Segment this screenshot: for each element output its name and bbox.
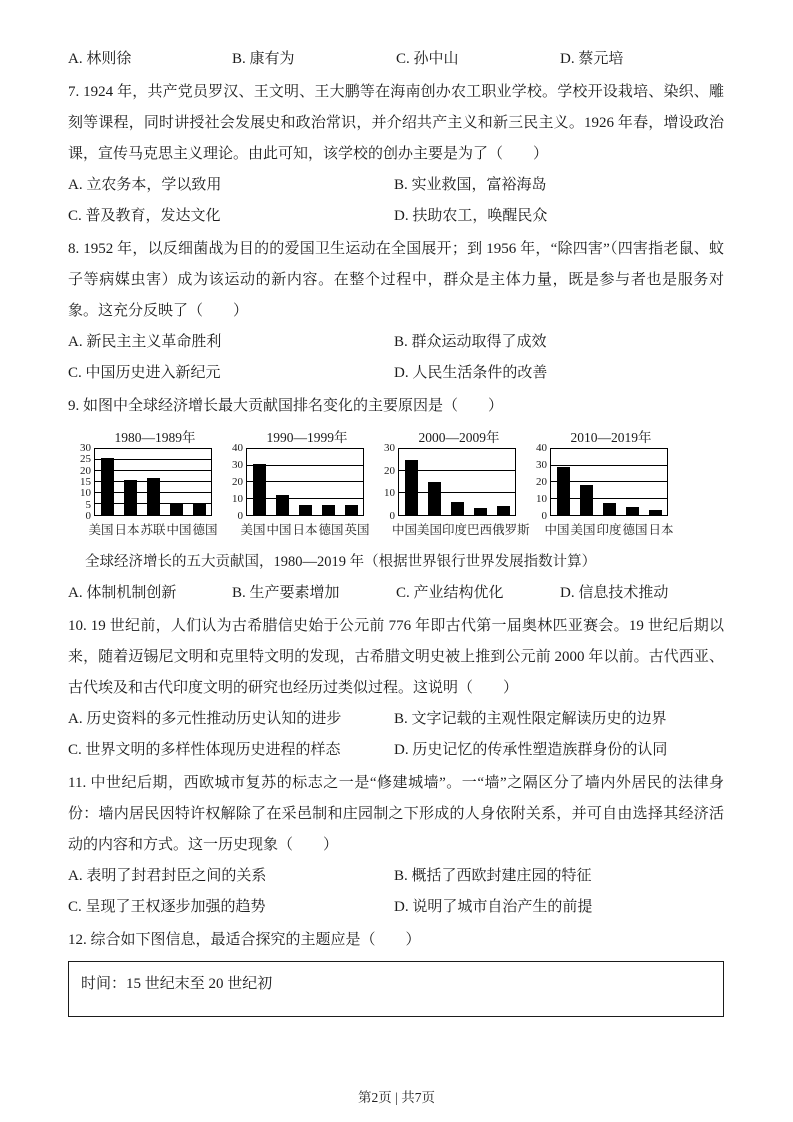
y-axis-tick-label: 30 <box>384 442 395 454</box>
y-axis-tick-label: 30 <box>80 442 91 454</box>
bar <box>451 502 464 515</box>
q11-options <box>68 861 724 923</box>
q7-option-c: C. 普及教育，发达文化 <box>68 208 221 224</box>
x-axis-category-label: 日本 <box>114 523 140 537</box>
q9-option-b: B. 生产要素增加 <box>232 585 340 601</box>
bar <box>428 482 441 515</box>
x-axis-category-label: 中国 <box>266 523 292 537</box>
y-axis-tick-label: 5 <box>85 498 91 511</box>
bar-chart-1990-1999 <box>220 427 370 547</box>
chart-title: 1990—1999年 <box>266 430 348 445</box>
x-axis-category-label: 印度 <box>442 523 468 537</box>
x-axis-category-label: 俄罗斯 <box>492 523 530 537</box>
bar-chart-2010-2019 <box>524 427 674 547</box>
chart-plot <box>536 442 668 522</box>
chart-title: 1980—1989年 <box>114 430 196 445</box>
q10-options <box>68 704 724 766</box>
bar <box>299 505 312 515</box>
bar <box>603 503 616 515</box>
y-axis-tick-label: 40 <box>232 442 243 454</box>
x-axis-category-labels <box>392 520 530 538</box>
bar <box>626 507 639 515</box>
bar <box>193 504 206 515</box>
bar <box>345 505 358 515</box>
chart-plot-area <box>398 448 516 516</box>
q11-option-b: B. 概括了西欧封建庄园的特征 <box>394 868 592 884</box>
q6-options-row <box>68 44 724 75</box>
q11-stem: 11. 中世纪后期，西欧城市复苏的标志之一是“修建城墙”。一“墙”之隔区分了墙内外居民的法律身份：墙内居民因特许权解除了在采邑制和庄园制之下形成的人身依附关系，并可自由选择其经济活动的内容和方式。这一历史现象（ ） <box>68 775 724 853</box>
q8-option-a: A. 新民主主义革命胜利 <box>68 334 222 350</box>
bar <box>101 458 114 515</box>
x-axis-category-label: 印度 <box>596 523 622 537</box>
y-axis-tick-label: 20 <box>80 464 91 477</box>
chart-title: 2010—2019年 <box>570 430 652 445</box>
y-axis-tick-label: 0 <box>237 510 243 522</box>
chart-plot <box>384 442 516 522</box>
page-content <box>68 44 724 1017</box>
q12-info-box-text: 时间：15 世纪末至 20 世纪初 <box>81 976 273 992</box>
bar <box>170 504 183 515</box>
q6-option-b: B. 康有为 <box>232 51 295 67</box>
bar <box>649 510 662 515</box>
x-axis-category-label: 苏联 <box>140 523 166 537</box>
x-axis-category-label: 德国 <box>318 523 344 537</box>
q9-stem: 9. 如图中全球经济增长最大贡献国排名变化的主要原因是（ ） <box>68 398 504 414</box>
y-axis-tick-label: 30 <box>232 459 243 471</box>
chart-plot-area <box>246 448 364 516</box>
y-axis-tick-label: 10 <box>232 493 243 505</box>
q10-stem: 10. 19 世纪前，人们认为古希腊信史始于公元前 776 年即古代第一届奥林匹亚赛会。19 世纪后期以来，随着迈锡尼文明和克里特文明的发现，古希腊文明史被上推到公元前 2000 年以前。古代西亚、古代埃及和古代印度文明的研究也经历过类似过程。这说明（ ） <box>68 618 724 696</box>
q9-option-c: C. 产业结构优化 <box>396 585 504 601</box>
gdp-contribution-charts <box>68 427 724 547</box>
q7-option-a: A. 立农务本，学以致用 <box>68 177 222 193</box>
bar <box>474 508 487 515</box>
q9-options <box>68 578 724 609</box>
bar <box>124 480 137 515</box>
x-axis-category-label: 美国 <box>570 523 596 537</box>
y-axis-tick-label: 25 <box>80 453 91 466</box>
q8-option-d: D. 人民生活条件的改善 <box>394 365 548 381</box>
x-axis-category-label: 中国 <box>166 523 192 537</box>
q7-stem: 7. 1924 年，共产党员罗汉、王文明、王大鹏等在海南创办农工职业学校。学校开设栽培、染织、雕刻等课程，同时讲授社会发展史和政治常识，并介绍共产主义和新三民主义。1926 年春，增设政治课，宣传马克思主义理论。由此可知，该学校的创办主要是为了（ ） <box>68 84 724 162</box>
q7-options <box>68 170 724 232</box>
q11-option-a: A. 表明了封君封臣之间的关系 <box>68 868 267 884</box>
x-axis-category-label: 美国 <box>417 523 443 537</box>
q7-option-d: D. 扶助农工，唤醒民众 <box>394 208 548 224</box>
y-axis-tick-label: 10 <box>536 493 547 505</box>
chart-plot-area <box>94 448 212 516</box>
q11-option-c: C. 呈现了王权逐步加强的趋势 <box>68 899 266 915</box>
y-axis-tick-label: 10 <box>384 487 395 500</box>
q7-option-b: B. 实业救国，富裕海岛 <box>394 177 547 193</box>
bar <box>557 467 570 515</box>
y-axis-tick-label: 0 <box>389 510 395 522</box>
x-axis-category-label: 美国 <box>88 523 114 537</box>
q8-option-c: C. 中国历史进入新纪元 <box>68 365 221 381</box>
chart-title: 2000—2009年 <box>418 430 500 445</box>
q8-options <box>68 327 724 389</box>
x-axis-category-label: 德国 <box>192 523 218 537</box>
y-axis-tick-label: 10 <box>80 487 91 500</box>
x-axis-category-label: 美国 <box>240 523 266 537</box>
page-footer <box>0 1086 793 1106</box>
bar-chart-1980-1989 <box>68 427 218 547</box>
page-number: 第2页 | 共7页 <box>358 1090 435 1105</box>
bar <box>253 464 266 515</box>
chart-plot-area <box>550 448 668 516</box>
bar-chart-2000-2009 <box>372 427 530 547</box>
x-axis-category-labels <box>544 520 674 538</box>
charts-caption: 全球经济增长的五大贡献国，1980—2019 年（根据世界银行世界发展指数计算） <box>85 554 597 570</box>
bar <box>405 460 418 515</box>
y-axis-tick-label: 20 <box>536 476 547 488</box>
gridline <box>551 465 667 466</box>
x-axis-category-label: 日本 <box>292 523 318 537</box>
y-axis-tick-label: 0 <box>85 510 91 522</box>
q10-option-d: D. 历史记忆的传承性塑造族群身份的认同 <box>394 742 668 758</box>
bar <box>497 506 510 515</box>
q10-option-b: B. 文字记载的主观性限定解读历史的边界 <box>394 711 667 727</box>
q9-option-a: A. 体制机制创新 <box>68 585 177 601</box>
chart-plot <box>80 442 212 522</box>
q10-option-c: C. 世界文明的多样性体现历史进程的样态 <box>68 742 341 758</box>
x-axis-category-label: 巴西 <box>467 523 493 537</box>
x-axis-category-labels <box>240 520 370 538</box>
x-axis-category-label: 中国 <box>544 523 570 537</box>
bar <box>276 495 289 515</box>
q10-option-a: A. 历史资料的多元性推动历史认知的进步 <box>68 711 342 727</box>
q11-option-d: D. 说明了城市自治产生的前提 <box>394 899 593 915</box>
q8-option-b: B. 群众运动取得了成效 <box>394 334 547 350</box>
y-axis-tick-label: 0 <box>541 510 547 522</box>
x-axis-category-label: 德国 <box>622 523 648 537</box>
q8-stem: 8. 1952 年，以反细菌战为目的的爱国卫生运动在全国展开；到 1956 年，“除四害”（四害指老鼠、蚊子等病媒虫害）成为该运动的新内容。在整个过程中，群众是主体力量，既是参与者也是服务对象。这充分反映了（ ） <box>68 241 724 319</box>
q12-info-box <box>68 961 724 1017</box>
bar <box>580 485 593 515</box>
y-axis-tick-label: 30 <box>536 459 547 471</box>
x-axis-category-label: 日本 <box>648 523 674 537</box>
x-axis-category-label: 中国 <box>392 523 418 537</box>
x-axis-category-labels <box>88 520 218 538</box>
bar <box>322 505 335 515</box>
q6-option-c: C. 孙中山 <box>396 51 459 67</box>
y-axis-tick-label: 15 <box>80 476 91 488</box>
q9-option-d: D. 信息技术推动 <box>560 585 669 601</box>
y-axis-tick-label: 20 <box>384 464 395 477</box>
y-axis-tick-label: 20 <box>232 476 243 488</box>
y-axis-tick-label: 40 <box>536 442 547 454</box>
q12-stem: 12. 综合如下图信息，最适合探究的主题应是（ ） <box>68 932 421 948</box>
q6-option-d: D. 蔡元培 <box>560 51 624 67</box>
bar <box>147 478 160 515</box>
q6-option-a: A. 林则徐 <box>68 51 132 67</box>
chart-plot <box>232 442 364 522</box>
x-axis-category-label: 英国 <box>344 523 370 537</box>
